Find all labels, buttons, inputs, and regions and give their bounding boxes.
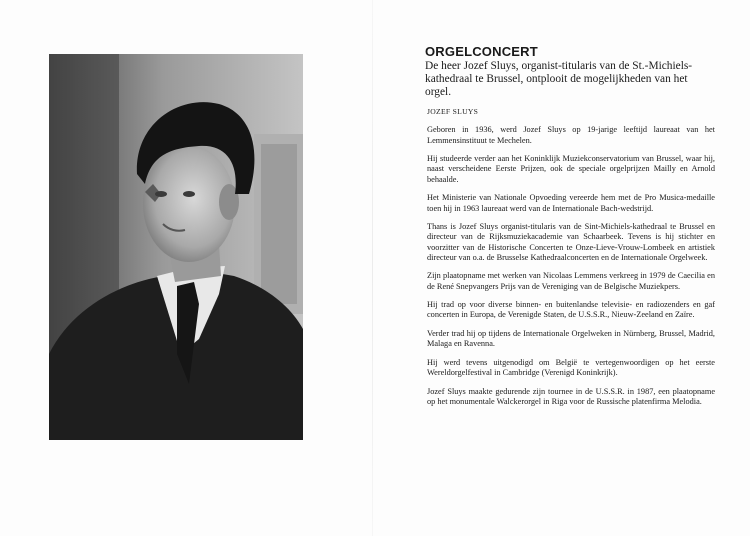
intro-text: De heer Jozef Sluys, organist-titularis van de St.-Michiels-kathedraal te Brussel, ontplooit de mogelijkheden van het orgel. [425,60,693,98]
bio-paragraph: Verder trad hij op tijdens de Internationale Orgelweken in Nürnberg, Brussel, Madrid, Malaga en Ravenna. [427,328,715,349]
bio-paragraph: Thans is Jozef Sluys organist-titularis van de Sint-Michiels-kathedraal te Brussel en directeur van de Rijksmuziekacademie van Schaarbeek. Tevens is hij stichter en voorzitter van de Historische Concerten te Onze-Lieve-Vrouw-Lombeek en artistiek directeur van o.a. de Brusselse Kathedraalconcerten en de Internationale Orgelweek. [427,222,715,262]
bio-paragraph: Hij studeerde verder aan het Koninklijk Muziekconservatorium van Brussel, waar hij, naast verscheidene Eerste Prijzen, ook de speciale orgelprijzen Mailly en Arnold behaalde. [427,154,715,184]
bio-paragraph: Het Ministerie van Nationale Opvoeding vereerde hem met de Pro Musica-medaille toen hij in 1963 laureaat werd van de Internationale Bach-wedstrijd. [427,193,715,213]
bio-paragraph: Hij werd tevens uitgenodigd om België te vertegenwoordigen op het eerste Wereldorgelfestival in Cambridge (Verenigd Koninkrijk). [427,357,715,378]
author-name: JOZEF SLUYS [427,107,479,117]
bio-paragraph: Hij trad op voor diverse binnen- en buitenlandse televisie- en radiozenders en gaf concerten in Europa, de Verenigde Staten, de U.S.S.R., Nieuw-Zeeland en Zaïre. [427,300,715,320]
text-column [425,44,715,415]
page-title: ORGELCONCERT [425,44,538,59]
bio-paragraph: Zijn plaatopname met werken van Nicolaas Lemmens verkreeg in 1979 de Caecilia en de René Snepvangers Prijs van de Vereniging van de Belgische Muziekpers. [427,271,715,291]
bio-paragraph: Geboren in 1936, werd Jozef Sluys op 19-jarige leeftijd laureaat van het Lemmensinstituut te Mechelen. [427,125,715,145]
page-fold [372,0,373,536]
portrait-photo [49,54,303,440]
bio-paragraph: Jozef Sluys maakte gedurende zijn tournee in de U.S.S.R. in 1987, een plaatopname op het monumentale Walckerorgel in Riga voor de Russische platenfirma Melodia. [427,386,715,406]
